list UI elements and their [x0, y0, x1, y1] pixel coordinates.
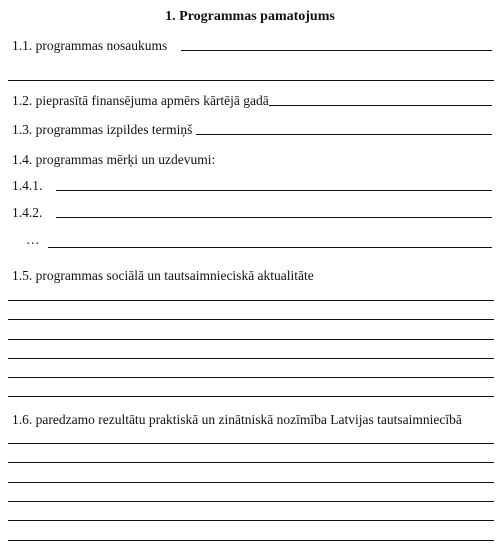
field-label: 1.2. pieprasītā finansējuma apmērs kārtējā gadā: [12, 93, 269, 108]
blank-line[interactable]: [8, 339, 494, 340]
blank-line[interactable]: [8, 482, 494, 483]
blank-line[interactable]: [8, 319, 494, 320]
ellipsis: …: [26, 232, 40, 247]
blank-line[interactable]: [8, 358, 494, 359]
fill-line[interactable]: [56, 217, 492, 218]
field-social-relevance: [12, 268, 492, 284]
field-goal-2: [12, 205, 492, 221]
fill-line[interactable]: [269, 105, 492, 106]
blank-line[interactable]: [8, 377, 494, 378]
blank-line[interactable]: [8, 520, 494, 521]
field-term: [12, 122, 492, 138]
blank-line[interactable]: [8, 501, 494, 502]
field-label: 1.6. paredzamo rezultātu praktiskā un zinātniskā nozīmība Latvijas tautsaimniecībā: [12, 412, 462, 427]
field-goal-1: [12, 178, 492, 194]
field-funding-amount: [12, 93, 492, 109]
field-label: 1.3. programmas izpildes termiņš: [12, 122, 193, 137]
section-title: 1. Programmas pamatojums: [165, 9, 335, 24]
blank-line[interactable]: [8, 462, 494, 463]
fill-line[interactable]: [48, 247, 492, 248]
field-label: 1.4. programmas mērķi un uzdevumi:: [12, 152, 216, 167]
fill-line[interactable]: [196, 134, 492, 135]
field-label: 1.4.2.: [12, 205, 43, 220]
blank-line[interactable]: [8, 443, 494, 444]
field-label: 1.1. programmas nosaukums: [12, 38, 168, 53]
blank-line[interactable]: [8, 300, 494, 301]
field-program-name: [12, 38, 492, 54]
blank-line[interactable]: [8, 396, 494, 397]
fill-line[interactable]: [181, 50, 492, 51]
blank-line[interactable]: [8, 80, 494, 81]
field-label: 1.5. programmas sociālā un tautsaimnieciskā aktualitāte: [12, 268, 314, 283]
field-goals-heading: [12, 152, 492, 168]
blank-line[interactable]: [8, 540, 494, 541]
field-label: 1.4.1.: [12, 178, 43, 193]
field-practical-significance: [12, 412, 492, 428]
fill-line[interactable]: [56, 190, 492, 191]
